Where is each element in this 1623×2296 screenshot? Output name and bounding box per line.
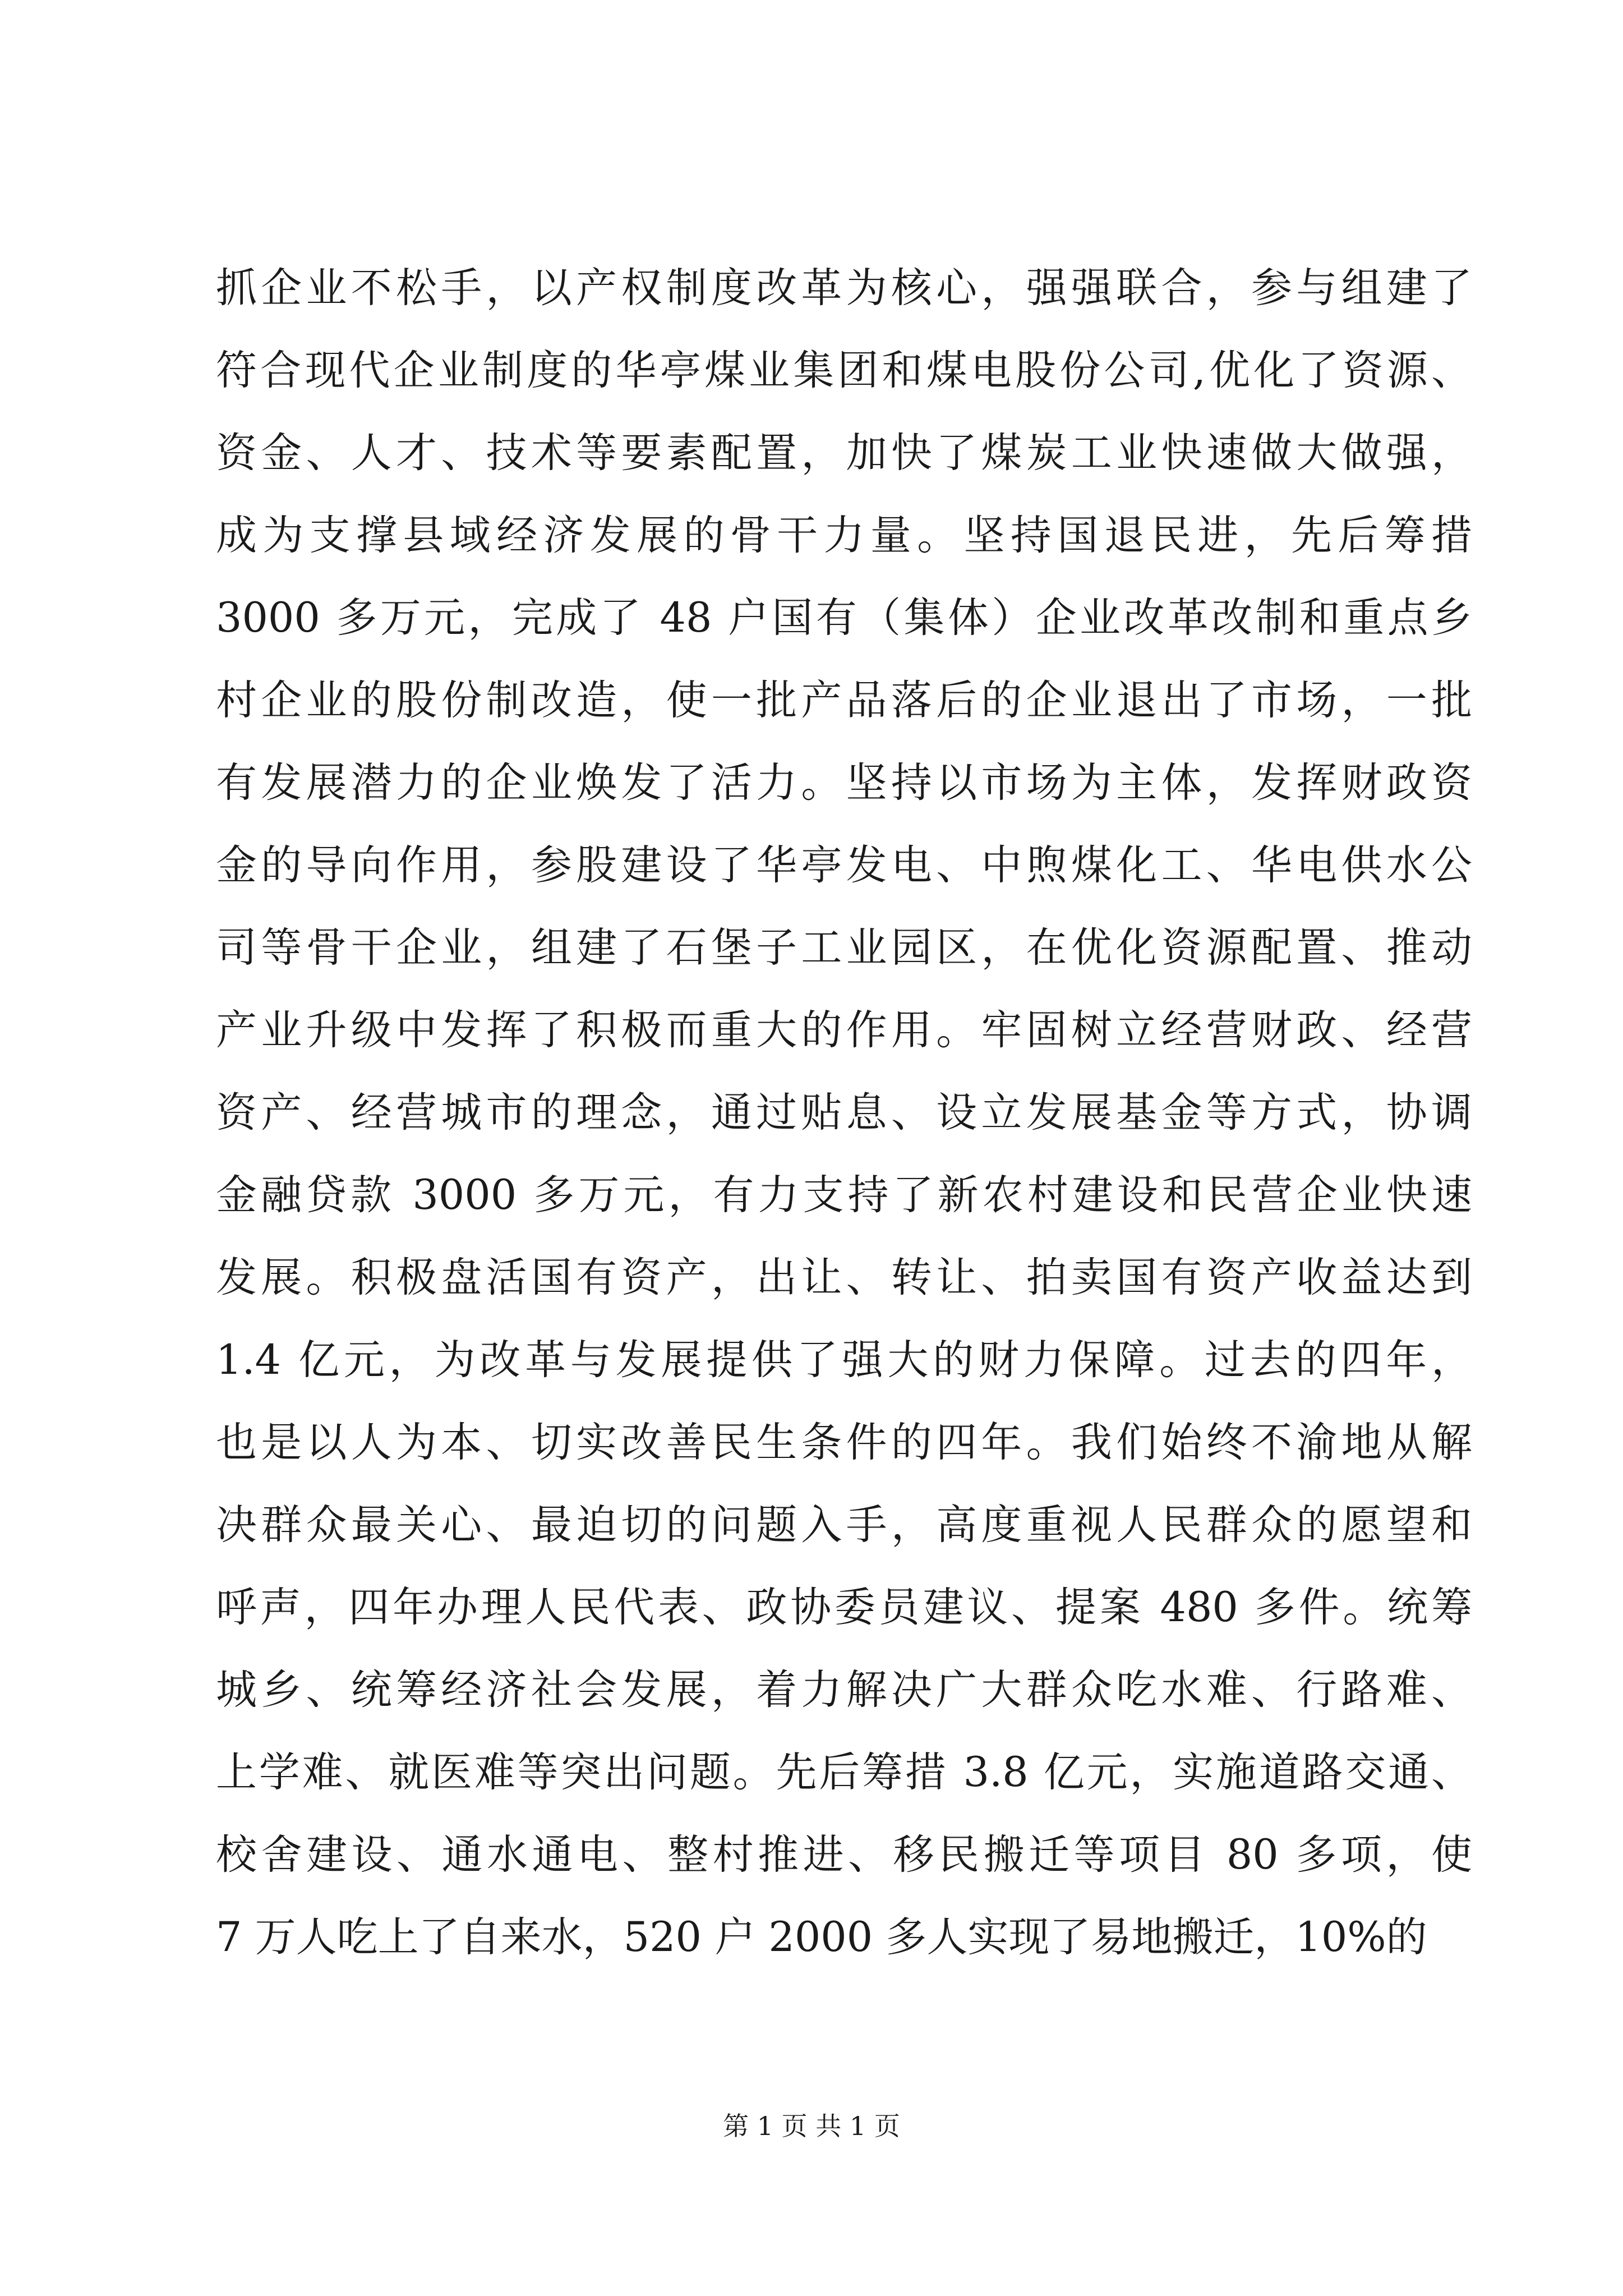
text-line: 上学难、就医难等突出问题。先后筹措 3.8 亿元，实施道路交通、 (216, 1749, 1472, 1796)
text-line: 决群众最关心、最迫切的问题入手，高度重视人民群众的愿望和 (216, 1501, 1472, 1549)
text-line: 呼声，四年办理人民代表、政协委员建议、提案 480 多件。统筹 (216, 1584, 1472, 1631)
text-line: 也是以人为本、切实改善民生条件的四年。我们始终不渝地从解 (216, 1419, 1472, 1466)
text-line: 有发展潜力的企业焕发了活力。坚持以市场为主体，发挥财政资 (216, 759, 1472, 807)
text-line: 金融贷款 3000 多万元，有力支持了新农村建设和民营企业快速 (216, 1171, 1472, 1219)
text-line: 发展。积极盘活国有资产，出让、转让、拍卖国有资产收益达到 (216, 1254, 1472, 1301)
text-line: 抓企业不松手，以产权制度改革为核心，强强联合，参与组建了 (216, 264, 1472, 312)
text-line: 城乡、统筹经济社会发展，着力解决广大群众吃水难、行路难、 (216, 1666, 1472, 1714)
text-line: 7 万人吃上了自来水，520 户 2000 多人实现了易地搬迁，10%的 (216, 1913, 1427, 1961)
text-line: 3000 多万元，完成了 48 户国有（集体）企业改革改制和重点乡 (216, 594, 1472, 642)
text-line: 成为支撑县域经济发展的骨干力量。坚持国退民进，先后筹措 (216, 512, 1472, 559)
text-line: 资产、经营城市的理念，通过贴息、设立发展基金等方式，协调 (216, 1089, 1472, 1137)
text-line: 资金、人才、技术等要素配置，加快了煤炭工业快速做大做强， (216, 429, 1472, 477)
page-footer: 第 1 页 共 1 页 (723, 2111, 900, 2141)
text-line: 金的导向作用，参股建设了华亭发电、中煦煤化工、华电供水公 (216, 841, 1472, 889)
document-body (216, 247, 1472, 1978)
text-line: 产业升级中发挥了积极而重大的作用。牢固树立经营财政、经营 (216, 1006, 1472, 1054)
text-line: 司等骨干企业，组建了石堡子工业园区，在优化资源配置、推动 (216, 924, 1472, 972)
text-line: 校舍建设、通水通电、整村推进、移民搬迁等项目 80 多项，使 (216, 1831, 1472, 1879)
text-line: 符合现代企业制度的华亭煤业集团和煤电股份公司,优化了资源、 (216, 347, 1472, 394)
text-line: 1.4 亿元，为改革与发展提供了强大的财力保障。过去的四年， (216, 1336, 1472, 1384)
text-line: 村企业的股份制改造，使一批产品落后的企业退出了市场，一批 (216, 677, 1472, 724)
